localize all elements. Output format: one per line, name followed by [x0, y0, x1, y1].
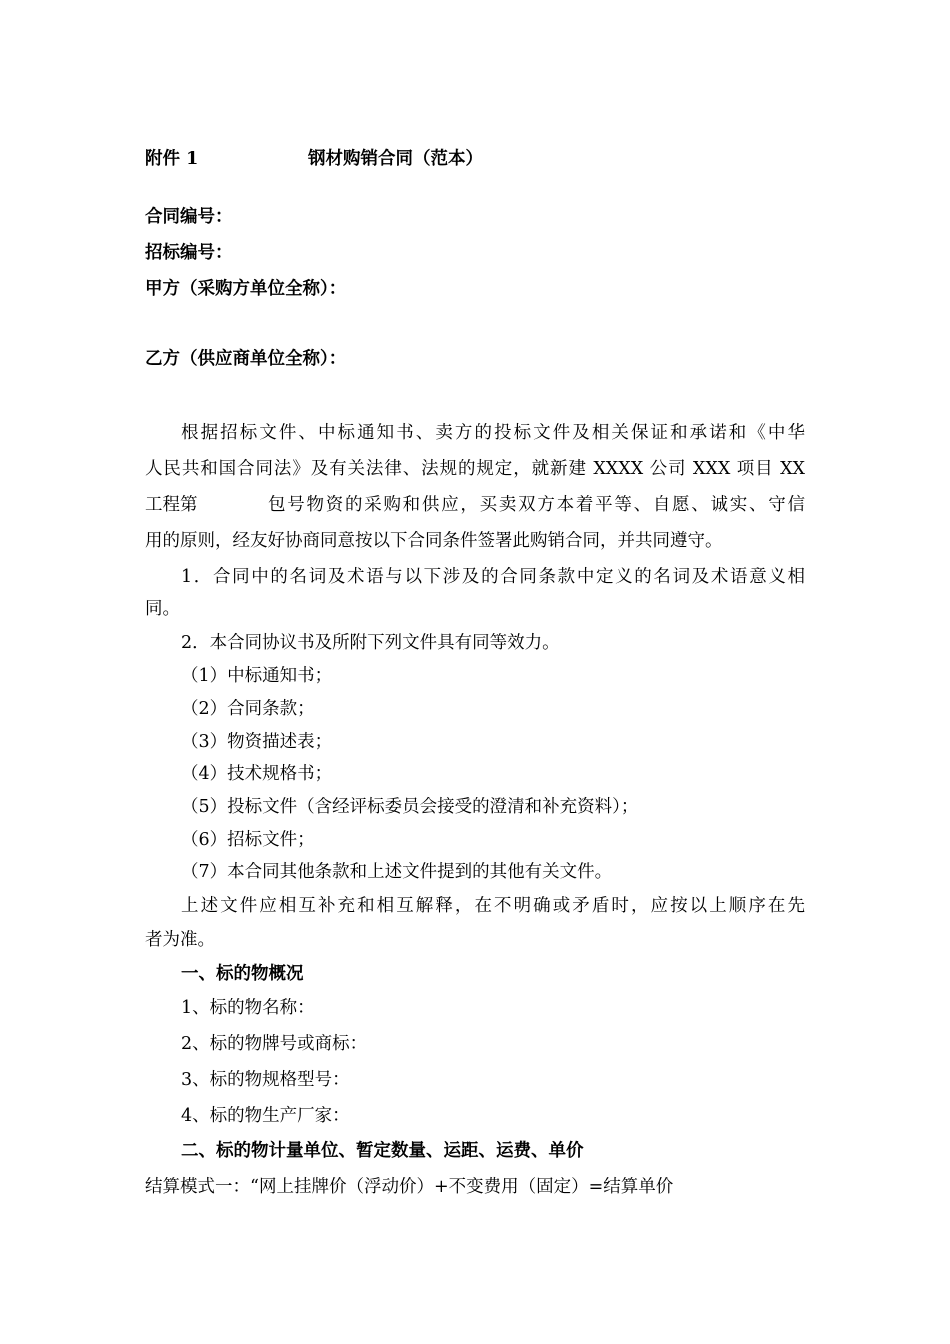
intro-line-4: 用的原则，经友好协商同意按以下合同条件签署此购销合同，并共同遵守。 [145, 531, 723, 551]
section-1-heading: 一、标的物概况 [181, 964, 304, 984]
clause-2-item: （6）招标文件； [181, 830, 315, 850]
section-1-item: 3、标的物规格型号： [181, 1070, 350, 1090]
section-1-item: 1、标的物名称： [181, 998, 315, 1018]
clause-2-item: （5）投标文件（含经评标委员会接受的澄清和补充资料）； [181, 797, 639, 817]
settlement-mode-1: 结算模式一：“网上挂牌价（浮动价）+不变费用（固定）=结算单价 [145, 1177, 674, 1197]
tender-number-field: 招标编号： [145, 243, 233, 263]
intro-line-3a: 工程第 [145, 495, 198, 515]
party-a-field: 甲方（采购方单位全称）： [145, 279, 347, 299]
clause-1-line-1: 1．合同中的名词及术语与以下涉及的合同条款中定义的名词及术语意义相 [181, 567, 805, 587]
clause-2-item: （3）物资描述表； [181, 732, 333, 752]
section-1-item: 4、标的物生产厂家： [181, 1106, 350, 1126]
intro-line-1: 根据招标文件、中标通知书、卖方的投标文件及相关保证和承诺和《中华 [181, 423, 805, 443]
intro-line-3b: 包号物资的采购和供应，买卖双方本着平等、自愿、诚实、守信 [268, 495, 805, 515]
clause-2-item: （7）本合同其他条款和上述文件提到的其他有关文件。 [181, 862, 613, 882]
precedence-line-2: 者为准。 [145, 930, 215, 950]
clause-2-item: （1）中标通知书； [181, 666, 333, 686]
intro-line-2: 人民共和国合同法》及有关法律、法规的规定，就新建 XXXX 公司 XXX 项目 XX [145, 459, 805, 479]
section-2-heading: 二、标的物计量单位、暂定数量、运距、运费、单价 [181, 1141, 584, 1161]
precedence-line-1: 上述文件应相互补充和相互解释，在不明确或矛盾时，应按以上顺序在先 [181, 896, 805, 916]
attachment-label: 附件 1 [145, 149, 199, 169]
clause-1-line-2: 同。 [145, 599, 180, 619]
clause-2-item: （4）技术规格书； [181, 764, 333, 784]
contract-number-field: 合同编号： [145, 207, 233, 227]
clause-2-item: （2）合同条款； [181, 699, 315, 719]
clause-2-heading: 2．本合同协议书及所附下列文件具有同等效力。 [181, 633, 560, 653]
document-title: 钢材购销合同（范本） [308, 149, 483, 169]
party-b-field: 乙方（供应商单位全称）： [145, 349, 347, 369]
section-1-item: 2、标的物牌号或商标： [181, 1034, 368, 1054]
